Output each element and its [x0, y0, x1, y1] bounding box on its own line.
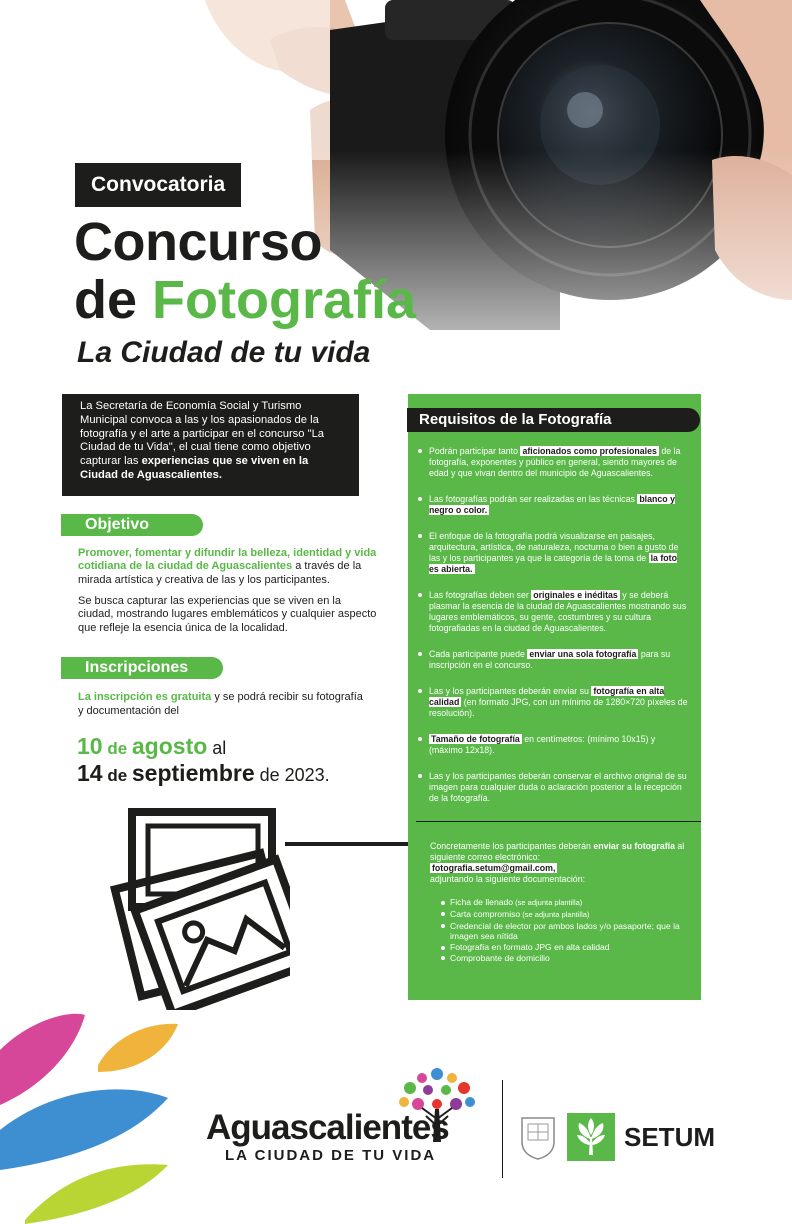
intro-text: La Secretaría de Economía Social y Turismo Municipal convoca a las y los apasionados de la fotografía y el arte a participar en el concurso "La Ciudad de tu Vida", el cual tiene como objetivo capturar las: [80, 400, 325, 468]
title-de: de: [74, 270, 153, 330]
doc-label: Carta compromiso: [450, 908, 521, 919]
connector-line: [285, 842, 408, 846]
date1-day: 10: [77, 733, 103, 759]
req-text: Las y los participantes deberán enviar su: [429, 686, 592, 696]
document-item: [440, 897, 700, 909]
requisito-item: [417, 734, 689, 756]
doc-note: (se adjunta plantilla): [513, 898, 583, 907]
doc-label: Ficha de llenado: [450, 897, 514, 907]
envio-text2: al siguiente correo electrónico:: [430, 841, 685, 862]
date2-de: de: [102, 766, 132, 785]
req-text: Las y los participantes deberán conservar el archivo original de su imagen para cualquier duda o aclaración posterior a la recepción de la fotografía.: [429, 771, 687, 803]
title-fotografia: [74, 270, 416, 330]
req-highlight: aficionados como profesionales: [522, 446, 657, 456]
document-item: [440, 953, 700, 964]
envio-bold: enviar su fotografía: [593, 841, 675, 851]
petals-decoration: [0, 1010, 200, 1224]
req-text: (en formato JPG, con un mínimo de 1280×720 píxeles de resolución).: [429, 697, 688, 718]
req-text: de la fotografía, exponentes y público en general, siendo mayores de edad y que vivan dentro del municipio de Aguascalientes.: [429, 446, 681, 478]
req-text: Podrán participar tanto: [429, 446, 521, 456]
requisito-item: [417, 590, 689, 634]
objetivo-text: [78, 547, 378, 587]
objetivo-green: Promover, fomentar y difundir la belleza, identidad y vida cotidiana de la ciudad de Aguascalientes: [78, 547, 377, 573]
inscripciones-rest: y se podrá recibir su fotografía y documentación del: [78, 691, 363, 717]
date1-de: de: [102, 739, 132, 758]
doc-note: (se adjunta plantilla): [520, 909, 590, 919]
document-item: [440, 942, 700, 953]
subtitle: La Ciudad de tu vida: [77, 336, 371, 369]
panel-divider: [416, 821, 701, 822]
req-text: para su inscripción en el concurso.: [429, 649, 671, 670]
req-text: Cada participante puede: [429, 649, 528, 659]
req-text: Las fotografías deben ser: [429, 590, 532, 600]
photos-icon: [100, 800, 290, 1010]
dates-block: [77, 734, 330, 788]
date-end: [77, 761, 330, 788]
date2-day: 14: [77, 760, 103, 786]
brand-tagline: LA CIUDAD DE TU VIDA: [225, 1147, 437, 1164]
requisitos-heading: Requisitos de la Fotografía: [407, 408, 700, 432]
req-highlight: originales e inéditas: [533, 590, 618, 600]
title-concurso: Concurso: [74, 212, 323, 272]
convocatoria-badge: Convocatoria: [75, 163, 241, 207]
req-text: Las fotografías podrán ser realizadas en las técnicas: [429, 494, 638, 504]
objetivo-paragraph2: Se busca capturar las experiencias que se viven en la ciudad, mostrando lugares emblemáticos y cualquier aspecto que refleje la esencia única de la localidad.: [78, 595, 377, 634]
requisito-item: [417, 531, 689, 575]
date-al: al: [207, 738, 227, 758]
inscripcion-gratuita: La inscripción es gratuita: [78, 691, 212, 703]
setum-wordmark: SETUM: [624, 1122, 715, 1152]
setum-tree-icon: [567, 1113, 615, 1161]
requisito-item: [417, 686, 689, 719]
objetivo-rest: a través de la mirada artística y creativa de las y los participantes.: [78, 560, 362, 586]
intro-bold: experiencias que se viven en la Ciudad de Aguascalientes.: [80, 455, 309, 481]
date-start: [77, 734, 330, 761]
requisito-item: [417, 446, 689, 479]
req-text: en centímetros: (mínimo 10x15) y (máximo 12x18).: [429, 734, 656, 755]
requisito-item: [417, 649, 689, 671]
envio-text: [430, 841, 690, 885]
footer-divider: [502, 1080, 503, 1178]
req-highlight: enviar una sola fotografía: [529, 649, 637, 659]
document-item: [440, 921, 700, 943]
email-address[interactable]: fotografia.setum@gmail.com,: [432, 863, 556, 873]
brand-aguascalientes: Aguascalientes: [206, 1108, 449, 1147]
requisito-item: [417, 494, 689, 516]
documents-list: [440, 897, 700, 964]
inscripciones-text: [78, 690, 368, 718]
requisito-item: [417, 771, 689, 804]
title-fotografia-word: Fotografía: [152, 270, 417, 330]
document-item: [440, 909, 700, 921]
doc-label: Comprobante de domicilio: [450, 952, 550, 963]
objetivo-heading: Objetivo: [61, 514, 203, 536]
req-highlight: fotografía en alta calidad: [429, 686, 665, 707]
date2-year: de 2023.: [254, 765, 330, 785]
doc-label: Credencial de elector por ambos lados y/o pasaporte; que la imagen sea nítida: [450, 920, 680, 942]
envio-text3: adjuntando la siguiente documentación:: [430, 874, 586, 884]
municipal-seal-icon: [518, 1112, 558, 1160]
req-text: El enfoque de la fotografía podrá visualizarse en paisajes, arquitectura, artística, de naturaleza, nocturna o bien a gusto de las y los participantes ya que la categoría de la toma de: [429, 531, 679, 563]
req-highlight: la foto es abierta.: [429, 553, 677, 574]
requisitos-list: [417, 446, 689, 819]
inscripciones-heading: Inscripciones: [61, 657, 223, 679]
date2-month: septiembre: [131, 760, 255, 786]
intro-box: [62, 394, 359, 496]
req-highlight: blanco y negro o color.: [429, 494, 675, 515]
envio-text1: Concretamente los participantes deberán: [430, 841, 594, 851]
req-text: y se deberá plasmar la esencia de la ciudad de Aguascalientes mostrando sus lugares emblemáticos, su gente, costumbres y su cultura fotografiadas en la ciudad de Aguascalientes.: [429, 590, 687, 633]
doc-label: Fotografía en formato JPG en alta calidad: [450, 942, 610, 953]
date1-month: agosto: [131, 733, 208, 759]
req-highlight: Tamaño de fotografía: [431, 734, 520, 744]
setum-logo-box: [567, 1113, 615, 1161]
